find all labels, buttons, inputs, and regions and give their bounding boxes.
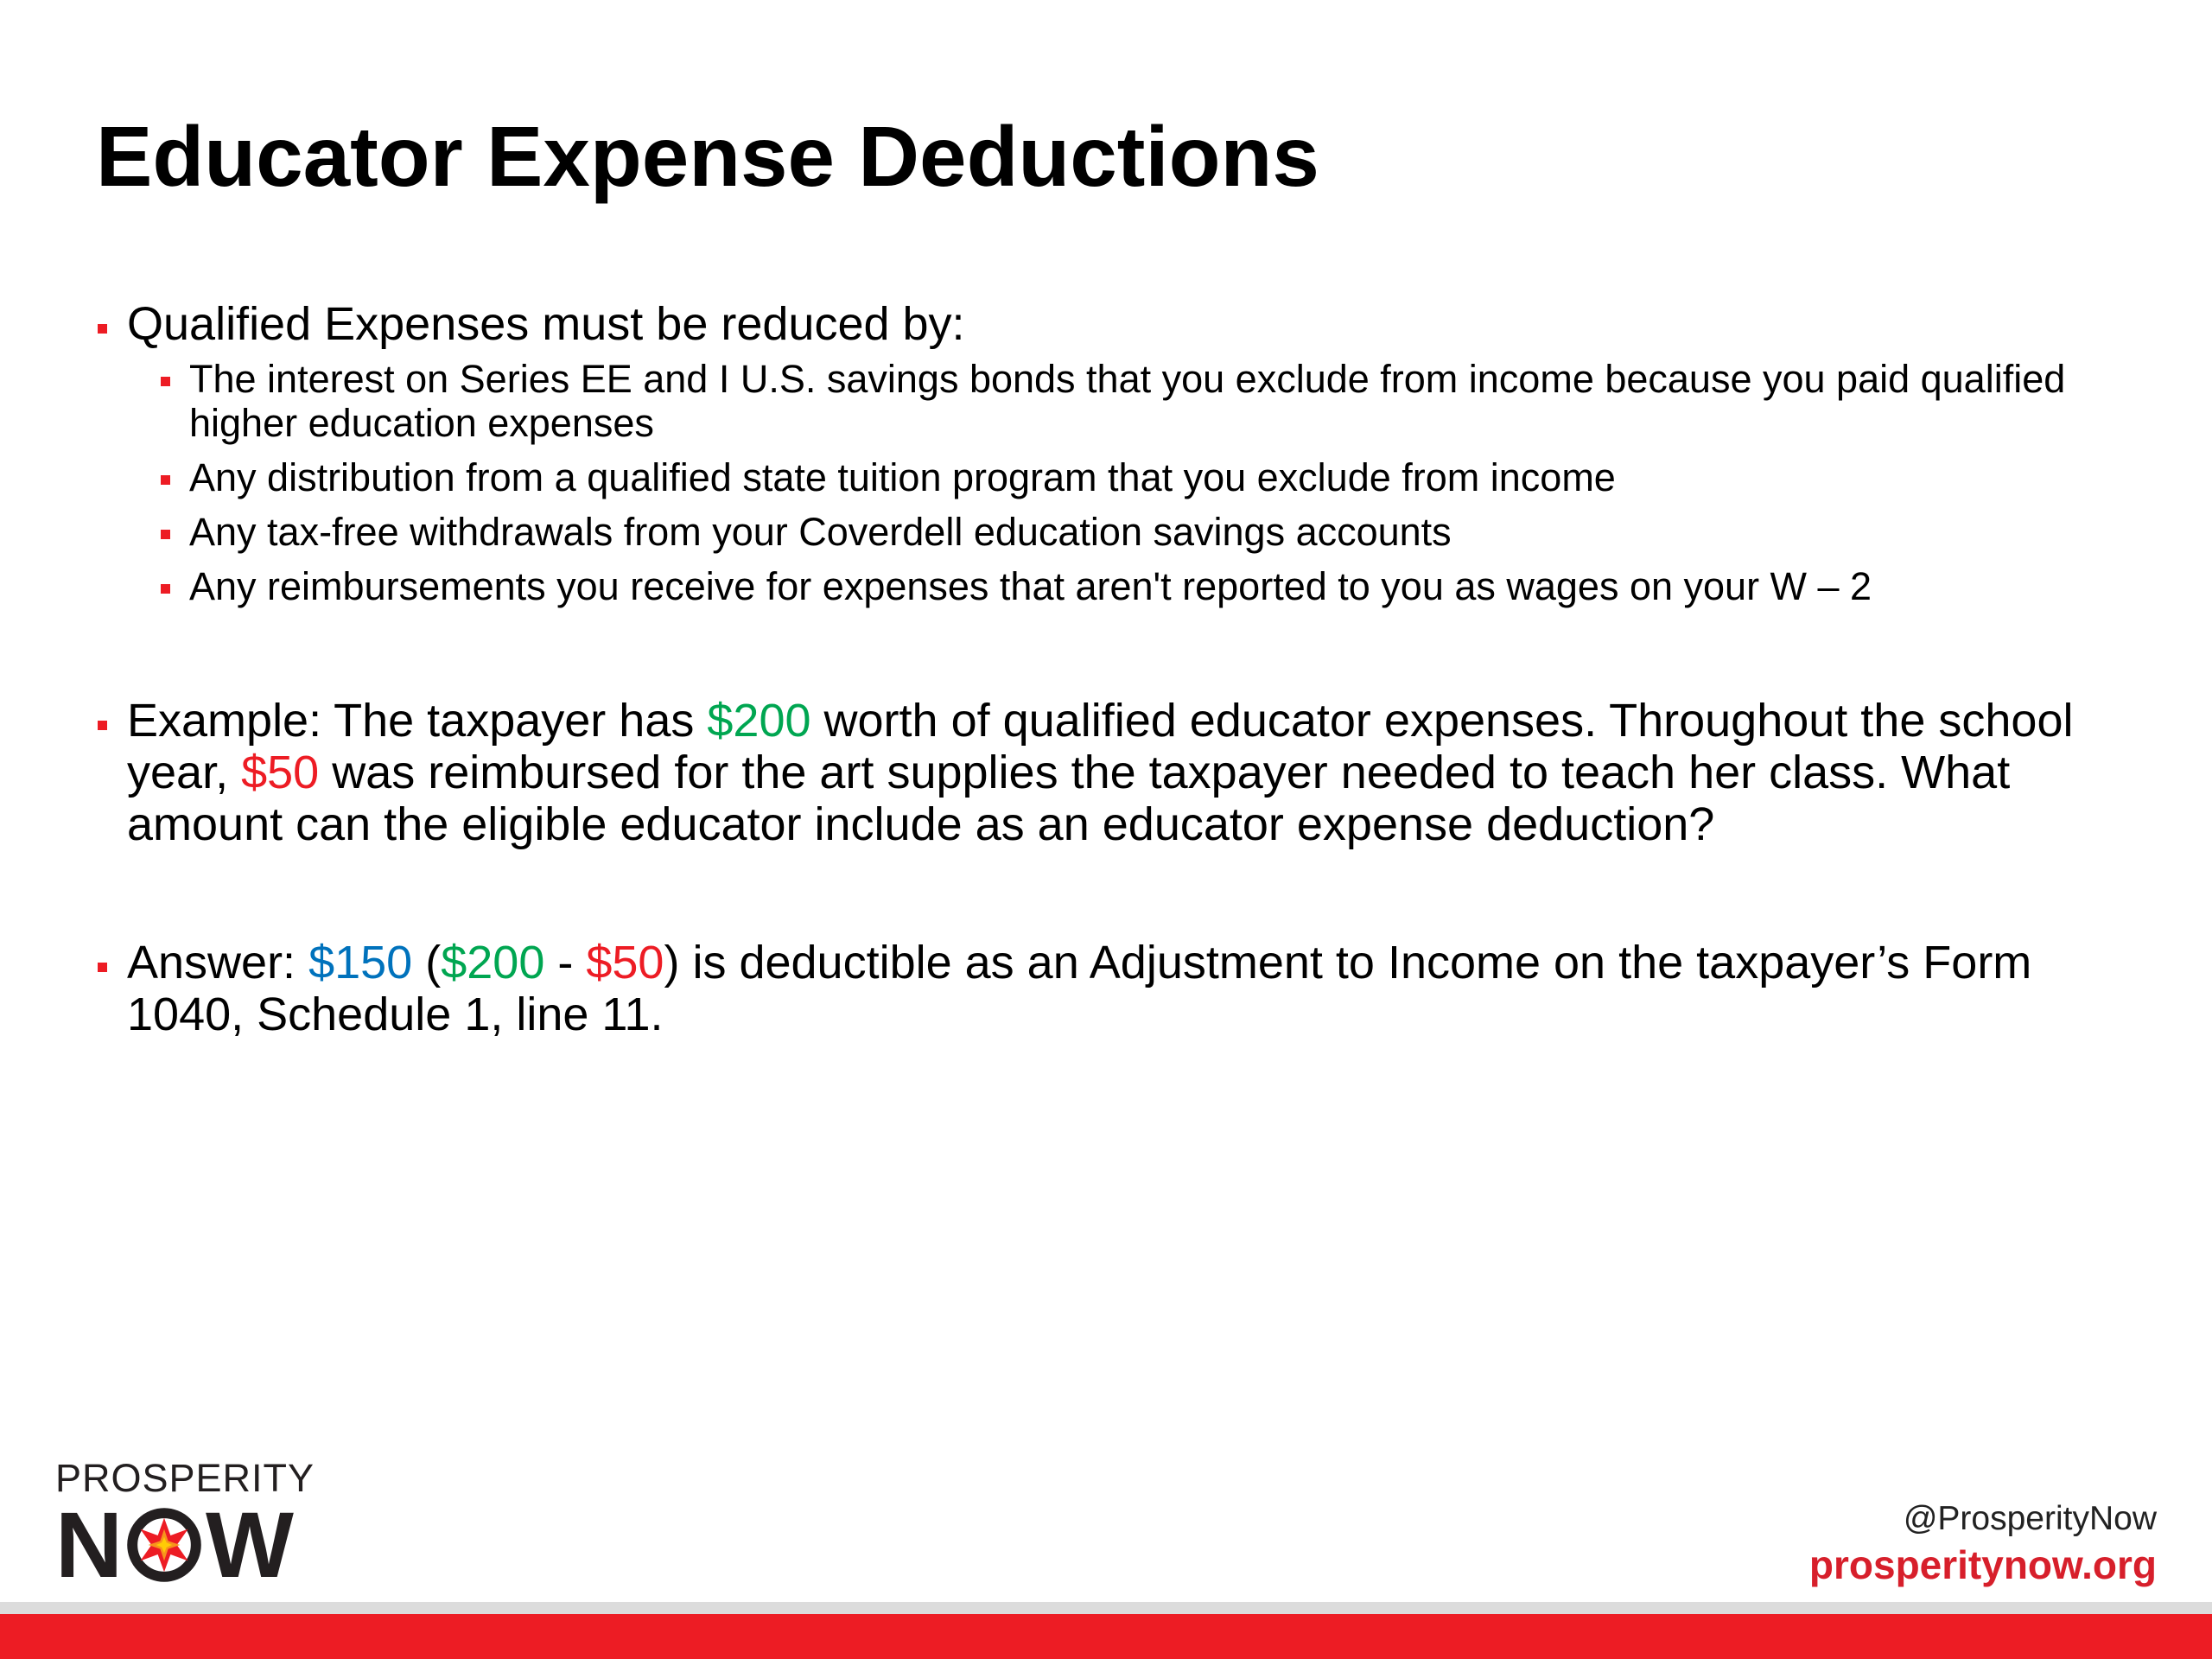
- sub-bullet-text: Any reimbursements you receive for expenses that aren't reported to you as wages on your W – 2: [189, 564, 1872, 608]
- prosperity-now-logo: [55, 1456, 315, 1597]
- answer-text-4: ) is deductible as an Adjustment to Income on the taxpayer’s Form 1040, Schedule 1, line 11.: [127, 937, 2032, 1040]
- social-links: [1809, 1498, 2157, 1590]
- answer-amount-50: $50: [586, 937, 664, 988]
- slide-content: [96, 298, 2152, 1040]
- sub-bullet-list: [96, 357, 2152, 608]
- logo-wordmark-top: PROSPERITY: [55, 1456, 315, 1500]
- example-text-1: Example: The taxpayer has: [127, 695, 708, 747]
- slide-title: Educator Expense Deductions: [96, 109, 1319, 204]
- website-link[interactable]: prosperitynow.org: [1808, 1542, 2157, 1587]
- answer-amount-150: $150: [308, 937, 413, 988]
- example-amount-200: $200: [707, 695, 811, 747]
- twitter-handle[interactable]: @ProsperityNow: [1903, 1500, 2157, 1537]
- sub-bullet-text: Any tax-free withdrawals from your Coverdell education savings accounts: [189, 510, 1452, 554]
- answer-text-1: Answer:: [127, 937, 309, 988]
- example-text-2: worth of qualified educator expenses. Throughout the school year,: [127, 695, 2074, 798]
- sub-bullet-text: Any distribution from a qualified state tuition program that you exclude from income: [189, 455, 1616, 499]
- square-bullet-icon: [161, 530, 170, 539]
- sub-bullet-coverdell: [96, 510, 2152, 554]
- bullet-answer: [96, 937, 2152, 1040]
- square-bullet-icon: [161, 584, 170, 594]
- example-text-3: was reimbursed for the art supplies the taxpayer needed to teach her class. What amount can the eligible educator include as an educator expense deduction?: [127, 747, 2011, 850]
- bullet-qualified-expenses: [96, 298, 2152, 350]
- star-icon: [124, 1505, 204, 1585]
- bullet-example: [96, 695, 2152, 850]
- sub-bullet-savings-bonds: [96, 357, 2152, 445]
- logo-wordmark-now: [55, 1492, 294, 1597]
- logo-letter-w: W: [206, 1492, 294, 1597]
- square-bullet-icon: [98, 963, 107, 972]
- sub-bullet-text: The interest on Series EE and I U.S. savings bonds that you exclude from income because you paid qualified higher education expenses: [189, 357, 2066, 445]
- footer-gray-strip: [0, 1602, 2212, 1614]
- square-bullet-icon: [161, 377, 170, 386]
- square-bullet-icon: [98, 324, 107, 334]
- square-bullet-icon: [161, 475, 170, 485]
- answer-text-2: (: [412, 937, 442, 988]
- answer-text-3: -: [544, 937, 587, 988]
- bullet-text: Qualified Expenses must be reduced by:: [127, 298, 965, 350]
- answer-amount-200: $200: [441, 937, 545, 988]
- sub-bullet-reimbursements: [96, 564, 2152, 608]
- sub-bullet-tuition-program: [96, 455, 2152, 499]
- logo-letter-n: N: [55, 1492, 123, 1597]
- footer-red-bar: [0, 1614, 2212, 1659]
- square-bullet-icon: [98, 721, 107, 730]
- example-amount-50: $50: [241, 747, 320, 798]
